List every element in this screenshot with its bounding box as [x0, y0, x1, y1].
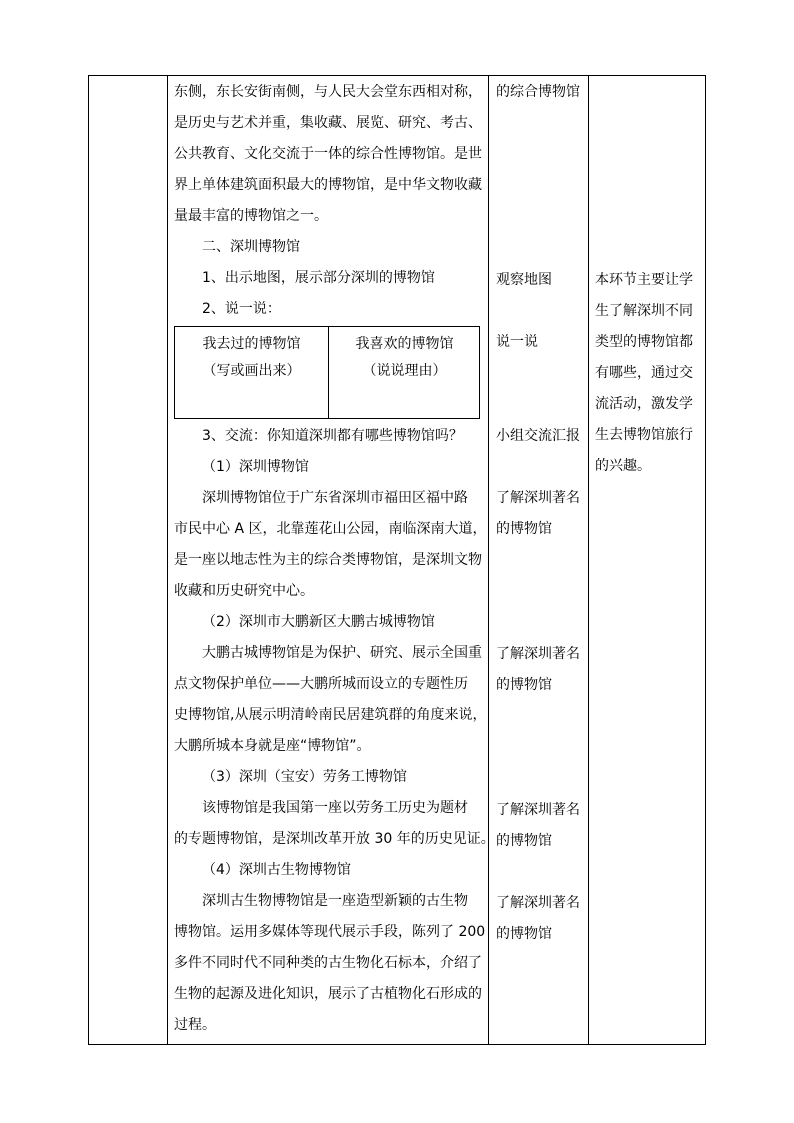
- main-text-line: 史博物馆,从展示明清岭南民居建筑群的角度来说，: [174, 707, 487, 723]
- activity-text: 了解深圳著名: [496, 646, 580, 662]
- activity-text: 的博物馆: [496, 926, 552, 942]
- main-text-line: 界上单体建筑面积最大的博物馆，是中华文物收藏: [174, 177, 482, 193]
- main-text-line: 点文物保护单位——大鹏所城而设立的专题性历: [174, 676, 468, 692]
- main-text-line: 过程。: [174, 1017, 216, 1033]
- design-note-line: 生了解深圳不同: [595, 303, 693, 319]
- activity-text: 了解深圳著名: [496, 802, 580, 818]
- main-text-line: 生物的起源及进化知识，展示了古植物化石形成的: [174, 986, 482, 1002]
- main-text-line: 深圳古生物博物馆是一座造型新颖的古生物: [202, 893, 468, 909]
- main-text-line: 东侧，东长安街南侧，与人民大会堂东西相对称，: [174, 84, 482, 100]
- activity-text: 了解深圳著名: [496, 895, 580, 911]
- activity-text: 小组交流汇报: [496, 428, 580, 444]
- main-text-line: 大鹏古城博物馆是为保护、研究、展示全国重: [202, 645, 482, 661]
- main-text-line: 1、出示地图，展示部分深圳的博物馆: [202, 270, 435, 286]
- inner-col1-hint: （写或画出来）: [202, 363, 301, 379]
- main-text-line: 2、说一说：: [202, 301, 281, 317]
- main-text-line: 公共教育、文化交流于一体的综合性博物馆。是世: [174, 146, 482, 162]
- activity-text: 的博物馆: [496, 521, 552, 537]
- design-note-line: 流活动，激发学: [595, 396, 693, 412]
- main-text-line: （2）深圳市大鹏新区大鹏古城博物馆: [202, 614, 435, 630]
- main-text-line: 3、交流：你知道深圳都有哪些博物馆吗？: [202, 428, 463, 444]
- activity-text: 说一说: [496, 334, 538, 350]
- main-text-line: 博物馆。运用多媒体等现代展示手段，陈列了 200: [174, 924, 486, 940]
- activity-text: 观察地图: [496, 272, 552, 288]
- main-text-line: 大鹏所城本身就是座“博物馆”。: [174, 738, 371, 754]
- activity-text: 的博物馆: [496, 677, 552, 693]
- main-text-line: 深圳博物馆位于广东省深圳市福田区福中路: [202, 490, 468, 506]
- activity-text: 了解深圳著名: [496, 490, 580, 506]
- design-note-line: 类型的博物馆都: [595, 334, 693, 350]
- main-text-line: （4）深圳古生物博物馆: [202, 862, 351, 878]
- main-text-line: （3）深圳（宝安）劳务工博物馆: [202, 769, 407, 785]
- main-text-line: 是一座以地志性为主的综合类博物馆，是深圳文物: [174, 552, 482, 568]
- activity-text: 的综合博物馆: [496, 84, 580, 100]
- column-divider-1: [167, 75, 168, 1045]
- design-note-line: 本环节主要让学: [595, 272, 693, 288]
- inner-survey-table: [174, 326, 480, 419]
- design-note-line: 的兴趣。: [595, 458, 651, 474]
- main-text-line: 二、深圳博物馆: [202, 239, 300, 255]
- column-divider-3: [588, 75, 589, 1045]
- main-text-line: 的专题博物馆，是深圳改革开放 30 年的历史见证。: [174, 831, 495, 847]
- main-text-line: 市民中心 A 区，北靠莲花山公园，南临深南大道，: [174, 521, 487, 537]
- main-text-line: 收藏和历史研究中心。: [174, 583, 314, 599]
- inner-col2-header: 我喜欢的博物馆: [355, 336, 454, 352]
- main-text-line: 多件不同时代不同种类的古生物化石标本，介绍了: [174, 955, 482, 971]
- main-text-line: （1）深圳博物馆: [202, 459, 309, 475]
- inner-col1-header: 我去过的博物馆: [202, 336, 301, 352]
- design-note-line: 生去博物馆旅行: [595, 427, 693, 443]
- design-note-line: 有哪些，通过交: [595, 365, 693, 381]
- main-text-line: 量最丰富的博物馆之一。: [174, 208, 328, 224]
- main-text-line: 是历史与艺术并重，集收藏、展览、研究、考古、: [174, 115, 482, 131]
- inner-col2-hint: （说说理由）: [362, 363, 447, 379]
- activity-text: 的博物馆: [496, 833, 552, 849]
- main-text-line: 该博物馆是我国第一座以劳务工历史为题材: [202, 800, 468, 816]
